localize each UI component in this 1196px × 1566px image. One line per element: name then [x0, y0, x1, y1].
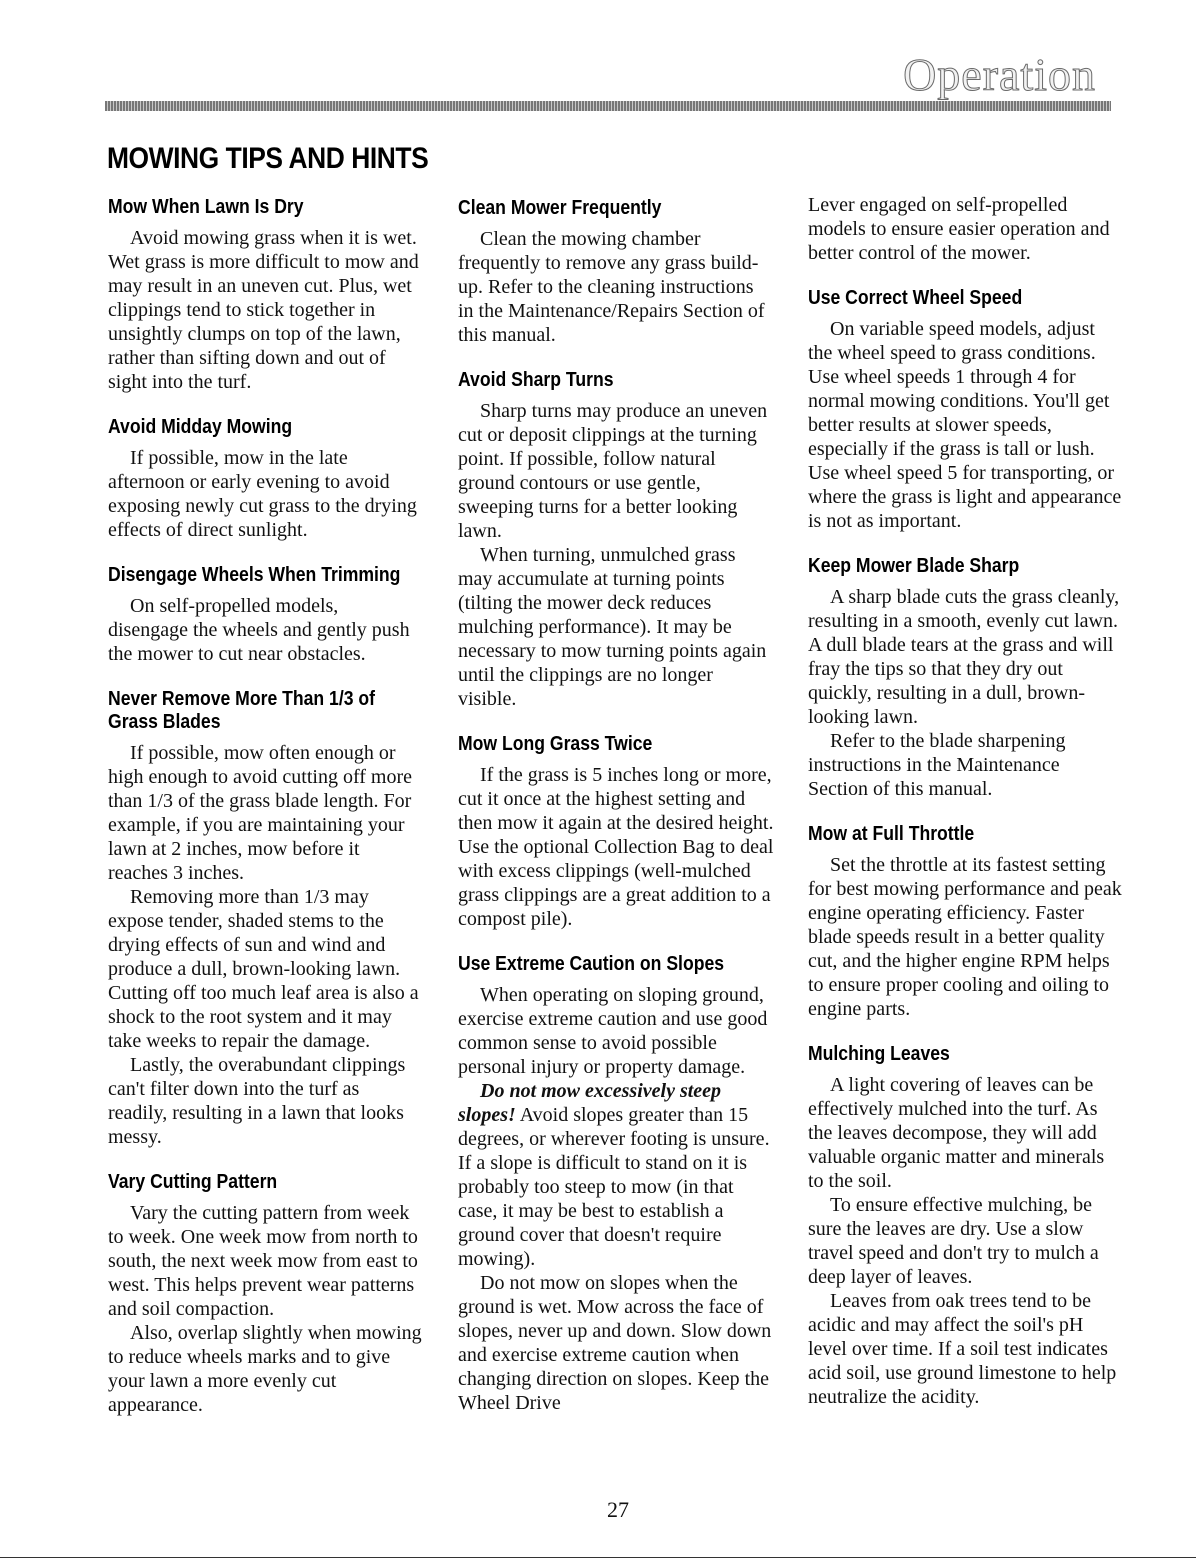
paragraph-continued: Lever engaged on self-propelled models to ensure easier operation and better control of the mower.	[808, 194, 1110, 264]
paragraph: Do not mow on slopes when the ground is wet. Mow across the face of slopes, never up and down. Slow down and exercise extreme caution when changing direction on slopes. Keep the Wheel Drive	[458, 1272, 772, 1414]
page-title: MOWING TIPS AND HINTS	[107, 142, 429, 175]
paragraph: Removing more than 1/3 may expose tender, shaded stems to the drying effects of sun and wind and produce a dull, brown-looking lawn. Cutting off too much leaf area is also a shock to the root system and it may take weeks to repair the damage.	[108, 886, 419, 1052]
paragraph: On self-propelled models, disengage the wheels and gently push the mower to cut near obstacles.	[108, 595, 410, 665]
heading-clean-mower: Clean Mower Frequently	[458, 197, 662, 219]
paragraph: If possible, mow often enough or high enough to avoid cutting off more than 1/3 of the grass blade length. For example, if you are maintaining your lawn at 2 inches, mow before it reaches 3 inches.	[108, 742, 413, 884]
paragraph: If possible, mow in the late afternoon or early evening to avoid exposing newly cut grass to the drying effects of direct sunlight.	[108, 447, 417, 541]
paragraph-warning	[458, 1079, 774, 1271]
paragraph: When operating on sloping ground, exercise extreme caution and use good common sense to avoid possible personal injury or property damage.	[458, 984, 768, 1078]
heading-full-throttle: Mow at Full Throttle	[808, 823, 975, 845]
paragraph: A sharp blade cuts the grass cleanly, resulting in a smooth, evenly cut lawn. A dull blade tears at the grass and will fray the tips so that they dry out quickly, resulting in a dull, brown-looking lawn.	[808, 586, 1120, 728]
heading-never-remove: Never Remove More Than 1/3 of Grass Blades	[108, 688, 376, 733]
heading-mow-when-dry: Mow When Lawn Is Dry	[108, 196, 304, 218]
heading-blade-sharp: Keep Mower Blade Sharp	[808, 555, 1020, 577]
column-2	[458, 197, 774, 1415]
footer-rule	[0, 1557, 1196, 1558]
heading-mow-long-grass: Mow Long Grass Twice	[458, 733, 653, 755]
heading-wheel-speed: Use Correct Wheel Speed	[808, 287, 1023, 309]
paragraph: When turning, unmulched grass may accumulate at turning points (tilting the mower deck reduces mulching performance). It may be necessary to mow turning points again until the clippings are no longer visible.	[458, 544, 767, 710]
paragraph: Avoid mowing grass when it is wet. Wet grass is more difficult to mow and may result in an uneven cut. Plus, wet clippings tend to stick together in unsightly clumps on top of the lawn, rather than sifting down and out of sight into the turf.	[108, 227, 419, 393]
warning-text: Do not mow excessively steep slopes!	[458, 1080, 722, 1126]
heading-avoid-midday: Avoid Midday Mowing	[108, 416, 293, 438]
column-1	[108, 196, 423, 1417]
paragraph: To ensure effective mulching, be sure the leaves are dry. Use a slow travel speed and don't try to mulch a deep layer of leaves.	[808, 1194, 1099, 1288]
paragraph: Set the throttle at its fastest setting for best mowing performance and peak engine operating efficiency. Faster blade speeds result in a better quality cut, and the higher engine RPM helps to ensure proper cooling and oiling to engine parts.	[808, 854, 1122, 1020]
paragraph-text: Avoid slopes greater than 15 degrees, or wherever footing is unsure. If a slope is difficult to stand on it is probably too steep to mow (in that case, it may be best to establish a ground cover that doesn't require mowing).	[458, 1104, 770, 1270]
paragraph: A light covering of leaves can be effectively mulched into the turf. As the leaves decompose, they will add valuable organic matter and minerals to the soil.	[808, 1074, 1105, 1192]
paragraph: Refer to the blade sharpening instructions in the Maintenance Section of this manual.	[808, 730, 1066, 800]
paragraph: On variable speed models, adjust the wheel speed to grass conditions. Use wheel speeds 1 through 4 for normal mowing conditions. You'll get better results at slower speeds, especially if the grass is tall or lush. Use wheel speed 5 for transporting, or where the grass is light and appearance is not as important.	[808, 318, 1122, 532]
heading-vary-pattern: Vary Cutting Pattern	[108, 1171, 278, 1193]
paragraph: Leaves from oak trees tend to be acidic and may affect the soil's pH level over time. If a soil test indicates acid soil, use ground limestone to help neutralize the acidity.	[808, 1290, 1117, 1408]
paragraph: Vary the cutting pattern from week to week. One week mow from north to south, the next week mow from east to west. This helps prevent wear patterns and soil compaction.	[108, 1202, 418, 1320]
section-header-title: Operation	[903, 49, 1096, 100]
paragraph: If the grass is 5 inches long or more, cut it once at the highest setting and then mow it again at the desired height. Use the optional Collection Bag to deal with excess clippings (well-mulched grass clippings are a great addition to a compost pile).	[458, 764, 774, 930]
paragraph: Lastly, the overabundant clippings can't filter down into the turf as readily, resulting in a lawn that looks messy.	[108, 1054, 406, 1148]
heading-mulching-leaves: Mulching Leaves	[808, 1043, 950, 1065]
heading-disengage-wheels: Disengage Wheels When Trimming	[108, 564, 401, 586]
header-rule	[105, 101, 1111, 111]
paragraph: Clean the mowing chamber frequently to remove any grass build-up. Refer to the cleaning instructions in the Maintenance/Repairs Section of this manual.	[458, 228, 765, 346]
heading-avoid-sharp-turns: Avoid Sharp Turns	[458, 369, 614, 391]
page-number: 27	[607, 1497, 629, 1522]
heading-slopes-caution: Use Extreme Caution on Slopes	[458, 953, 725, 975]
column-3	[808, 193, 1124, 1409]
paragraph: Sharp turns may produce an uneven cut or deposit clippings at the turning point. If possible, follow natural ground contours or use gentle, sweeping turns for a better looking lawn.	[458, 400, 768, 542]
paragraph: Also, overlap slightly when mowing to reduce wheels marks and to give your lawn a more evenly cut appearance.	[108, 1322, 422, 1416]
